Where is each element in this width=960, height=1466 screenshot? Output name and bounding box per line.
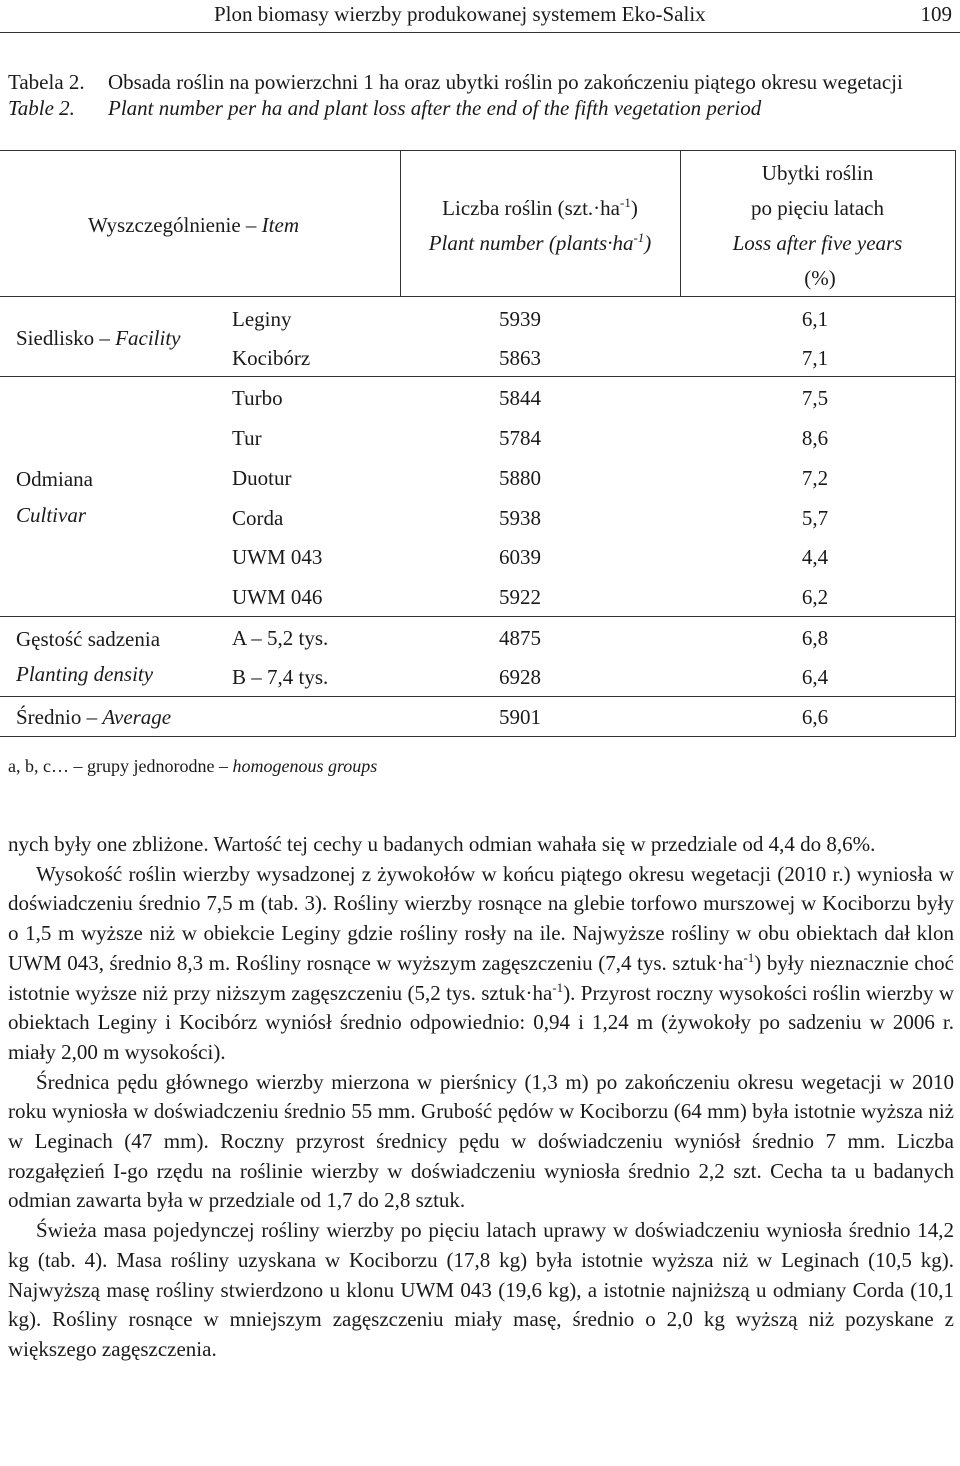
row-plants: 5844 — [499, 386, 541, 410]
row-name: Leginy — [232, 307, 292, 331]
row-plants: 6928 — [499, 665, 541, 689]
paragraph-1: nych były one zbliżone. Wartość tej cechy u badanych odmian wahała się w przedziale od 4,4 do 8,6%. — [8, 832, 876, 856]
row-loss: 7,5 — [801, 386, 829, 410]
row-loss: 7,1 — [801, 346, 829, 370]
header-loss-line2: po pięciu latach — [751, 196, 884, 220]
header-item: Wyszczególnienie – Item — [88, 213, 299, 237]
paragraph-2: Wysokość roślin wierzby wysadzonej z żywokołów w końcu piątego okresu wegetacji (2010 r.) wyniosła w doświadczeniu średnio 7,5 m (tab. 3). Rośliny wierzby rosnące na glebie torfowo murszowej w Kociborzu były o 1,5 m wyższe niż w obiekcie Leginy gdzie rośliny rosły na ile. Najwyższe rośliny w obu obiektach dał klon UWM 043, średnio 8,3 m. Rośliny rosnące w wyższym zagęszczeniu (7,4 tys. $sztuk\cdot ha^{-1}$) były nieznacznie choć istotnie wyższe niż przy niższym zagęszczeniu (5,2 tys. $sztuk\cdot ha^{-1}$). Przyrost roczny wysokości roślin wierzby w obiektach Leginy i Kocibórz wyniósł średnio odpowiednio: 0,94 i 1,24 m (żywokoły po sadzeniu w 2006 r. miały 2,00 m wysokości). — [8, 861, 955, 1064]
row-name: A – 5,2 tys. — [232, 626, 329, 650]
row-loss: 5,7 — [801, 506, 829, 530]
row-plants: 5922 — [499, 585, 541, 609]
row-name: Kocibórz — [232, 346, 311, 370]
table-vrule-right — [955, 150, 956, 736]
group-facility: Siedlisko – Facility — [16, 326, 181, 350]
header-plant-number-en: Plant number $(plants\cdot ha^{-1})$ — [428, 230, 652, 255]
row-plants: 6039 — [499, 545, 541, 569]
row-loss: 6,2 — [801, 585, 829, 609]
table-label-pl: Tabela 2. — [8, 70, 85, 94]
group-cultivar-pl: Odmiana — [16, 467, 93, 491]
table-bottom-rule — [0, 736, 956, 737]
header-plant-number-pl: Liczba roślin $(szt.\cdot ha^{-1})$ — [442, 195, 638, 220]
paragraph-4: Świeża masa pojedynczej rośliny wierzby po pięciu latach uprawy w doświadczeniu wyniosła średnio 14,2 kg (tab. 4). Masa rośliny uzyskana w Kociborzu (17,8 kg) była istotnie wyższa niż w Leginach (10,5 kg). Najwyższą masę rośliny stwierdzono u klonu UWM 043 (19,6 kg), a istotnie najniższą u odmiany Corda (10,1 kg). Rośliny rosnące w mniejszym zagęszczeniu miały masę, średnio o 2,0 kg wyższą niż pozyskane z większego zagęszczenia. — [8, 1218, 954, 1361]
table-title-pl: Obsada roślin na powierzchni 1 ha oraz ubytki roślin po zakończeniu piątego okresu wegetacji — [108, 70, 903, 94]
row-plants: 5863 — [499, 346, 541, 370]
row-plants: 5784 — [499, 426, 541, 450]
header-loss-line1: Ubytki roślin — [761, 161, 874, 185]
table-footnote: a, b, c… – grupy jednorodne – homogenous groups — [8, 756, 378, 776]
row-name: B – 7,4 tys. — [232, 665, 329, 689]
table-title-en: Plant number per ha and plant loss after the end of the fifth vegetation period — [108, 96, 762, 120]
average-plants: 5901 — [499, 705, 541, 729]
table-top-rule — [0, 150, 956, 151]
row-loss: 6,8 — [801, 626, 829, 650]
table-header-rule — [0, 296, 956, 297]
header-loss-unit: (%) — [804, 266, 836, 290]
page-number: 109 — [920, 2, 952, 26]
average-loss: 6,6 — [801, 705, 829, 729]
row-loss: 4,4 — [801, 545, 829, 569]
table-facility-rule — [0, 376, 956, 377]
table-density-rule — [0, 696, 956, 697]
paragraph-3: Średnica pędu głównego wierzby mierzona w pierśnicy (1,3 m) po zakończeniu okresu wegetacji w 2010 roku wyniosła w doświadczeniu średnio 55 mm. Grubość pędów w Kociborzu (64 mm) była istotnie wyższa niż w Leginach (47 mm). Roczny przyrost średnicy pędu w doświadczeniu wyniósł średnio 7 mm. Liczba rozgałęzień I-go rzędu na roślinie wierzby w doświadczeniu wyniosła średnio 2,2 szt. Cecha ta u badanych odmian zawarta była w przedziale od 1,7 do 2,8 sztuk. — [8, 1069, 954, 1213]
row-loss: 7,2 — [801, 466, 829, 490]
row-plants: 4875 — [499, 626, 541, 650]
row-loss: 6,4 — [801, 665, 829, 689]
row-plants: 5880 — [499, 466, 541, 490]
row-loss: 6,1 — [801, 307, 829, 331]
row-name: Duotur — [232, 466, 292, 490]
table-label-en: Table 2. — [8, 96, 75, 120]
body-text — [8, 830, 954, 1365]
row-plants: 5939 — [499, 307, 541, 331]
row-name: Turbo — [232, 386, 283, 410]
row-name: Corda — [232, 506, 284, 530]
running-title: Plon biomasy wierzby produkowanej systemem Eko-Salix — [214, 2, 706, 26]
table-cultivar-rule — [0, 616, 956, 617]
header-loss-line3: Loss after five years — [732, 231, 903, 255]
group-density-en: Planting density — [16, 662, 154, 686]
row-name: Tur — [232, 426, 262, 450]
row-plants: 5938 — [499, 506, 541, 530]
average-label: Średnio – Average — [16, 705, 172, 729]
group-cultivar-en: Cultivar — [16, 503, 87, 527]
page-header — [0, 0, 960, 33]
row-name: UWM 043 — [232, 545, 323, 569]
row-name: UWM 046 — [232, 585, 323, 609]
group-density-pl: Gęstość sadzenia — [16, 627, 161, 651]
table-vrule-1 — [400, 150, 401, 296]
row-loss: 8,6 — [801, 426, 829, 450]
